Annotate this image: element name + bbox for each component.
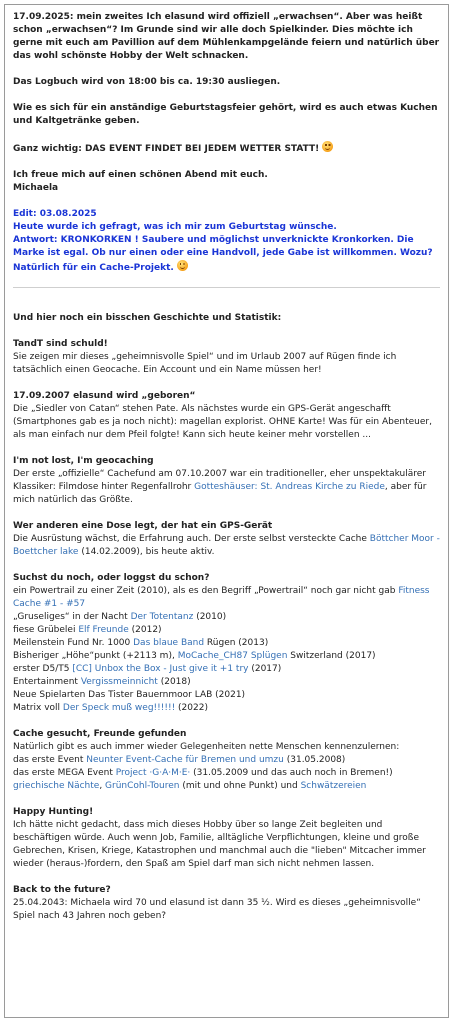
text-segment: , aber für mich natürlich das Größte. xyxy=(13,482,427,505)
section-title: Happy Hunting! xyxy=(13,807,94,817)
text-segment: erster D5/T5 xyxy=(13,664,73,674)
text-segment: Meilenstein Fund Nr. 1000 xyxy=(13,638,134,648)
milestone-line xyxy=(13,663,440,676)
milestone-line: Neue Spielarten Das Tister Bauernmoor LAB (2021) xyxy=(13,690,246,700)
text-segment: das erste MEGA Event xyxy=(13,768,116,778)
text-segment: (31.05.2008) xyxy=(283,755,346,765)
edit-date: Edit: 03.08.2025 xyxy=(13,209,97,219)
text-segment: Die Ausrüstung wächst, die Erfahrung auch. Der erste selbst versteckte Cache xyxy=(13,534,370,544)
smiley-icon xyxy=(322,141,333,152)
history-heading: Und hier noch ein bisschen Geschichte und Statistik: xyxy=(13,313,282,323)
text-segment: (2012) xyxy=(128,625,162,635)
cache-link[interactable]: Project ·G·A·M·E· xyxy=(115,768,191,778)
cache-link[interactable]: Der Totentanz xyxy=(130,612,194,622)
section-title: Wer anderen eine Dose legt, der hat ein GPS-Gerät xyxy=(13,521,273,531)
cache-link[interactable]: Der Speck muß weg!!!!!! xyxy=(62,703,176,713)
text-segment: Der erste „offizielle“ Cachefund am 07.10.2007 war ein traditioneller, eher unspektakulärer Klassiker: Filmdose hinter Regenfallrohr xyxy=(13,469,426,492)
event-line xyxy=(13,780,440,793)
cache-link[interactable]: Vergissmeinnicht xyxy=(80,677,158,687)
milestone-line xyxy=(13,676,440,689)
text-segment: ein Powertrail zu einer Zeit (2010), als es den Begriff „Powertrail“ noch gar nicht gab xyxy=(13,586,399,596)
text-segment: , xyxy=(99,781,106,791)
text-segment: Matrix voll xyxy=(13,703,63,713)
cache-link[interactable]: Gotteshäuser: St. Andreas Kirche zu Riede xyxy=(194,482,385,492)
milestone-line xyxy=(13,650,440,663)
cache-link[interactable]: GrünCohl-Touren xyxy=(105,781,180,791)
section-title: 17.09.2007 elasund wird „geboren“ xyxy=(13,391,196,401)
text-segment: Rügen (2013) xyxy=(204,638,269,648)
content-frame xyxy=(4,4,449,1018)
section-title: Cache gesucht, Freunde gefunden xyxy=(13,729,187,739)
weather-text: Ganz wichtig: DAS EVENT FINDET BEI JEDEM WETTER STATT! xyxy=(13,144,320,154)
listing-description xyxy=(5,5,448,923)
cake-drinks: Wie es sich für ein anständige Geburtstagsfeier gehört, wird es auch etwas Kuchen und Kaltgetränke geben. xyxy=(13,103,438,126)
event-line xyxy=(13,754,440,767)
edit-question: Heute wurde ich gefragt, was ich mir zum Geburtstag wünsche. xyxy=(13,222,337,232)
section-text: Die „Siedler von Catan“ stehen Pate. Als nächstes wurde ein GPS-Gerät angeschafft (Smartphones gab es ja noch nicht): magellan explorist. OHNE Karte! Was für ein Abenteuer, als man einfach nur dem Pfeil folgte! Kann sich heute keiner mehr vorstellen ... xyxy=(13,404,432,440)
text-segment: Entertainment xyxy=(13,677,81,687)
cache-link[interactable]: griechische Nächte xyxy=(13,781,100,791)
edit-answer-text: Antwort: KRONKORKEN ! Saubere und möglichst unverknickte Kronkorken. Die Marke ist egal. Ob nur einen oder eine Handvoll, jede Gabe ist willkommen. Wozu? Natürlich für ein Cache-Projekt. xyxy=(13,235,433,273)
weather-note xyxy=(13,141,440,156)
cache-link[interactable]: [CC] Unbox the Box - Just give it +1 try xyxy=(72,664,249,674)
event-line xyxy=(13,767,440,780)
cache-link[interactable]: Neunter Event-Cache für Bremen und umzu xyxy=(86,755,284,765)
smiley-icon xyxy=(177,260,188,271)
edit-answer xyxy=(13,234,440,275)
cache-link[interactable]: Böttcher Moor - Boettcher lake xyxy=(13,534,440,557)
milestone-line xyxy=(13,702,440,715)
cache-link[interactable]: MoCache_CH87 Splügen xyxy=(177,651,288,661)
text-segment: (2010) xyxy=(193,612,227,622)
cache-link[interactable]: Das blaue Band xyxy=(133,638,205,648)
section-title: Suchst du noch, oder loggst du schon? xyxy=(13,573,210,583)
text-segment: (2017) xyxy=(248,664,282,674)
intro-paragraph: 17.09.2025: mein zweites Ich elasund wird offiziell „erwachsen“. Aber was heißt schon „erwachsen“? Im Grunde sind wir alle doch Spielkinder. Dies möchte ich gerne mit euch am Pavillion auf dem Mühlenkampgelände feiern und natürlich über das wohl schönste Hobby der Welt schnacken. xyxy=(13,12,440,61)
milestone-line xyxy=(13,637,440,650)
section-text: Ich hätte nicht gedacht, dass mich dieses Hobby über so lange Zeit begleiten und beschäftigen würde. Auch wenn Job, Familie, alltägliche Verpflichtungen, kleine und große Gebrechen, Krisen, Kriege, Katastrophen und manchmal auch die "lieben" Mitcacher immer wieder (heraus-)fordern, den Spaß am Spiel darf man sich nicht nehmen lassen. xyxy=(13,820,426,869)
text-segment: (2022) xyxy=(175,703,208,713)
section-text xyxy=(13,468,440,507)
logbook-time: Das Logbuch wird von 18:00 bis ca. 19:30 ausliegen. xyxy=(13,77,281,87)
text-segment: (2018) xyxy=(157,677,191,687)
text-segment: „Gruseliges“ in der Nacht xyxy=(13,612,131,622)
text-segment: Switzerland (2017) xyxy=(287,651,376,661)
cache-link[interactable]: Fitness Cache #1 - #57 xyxy=(13,586,430,609)
text-segment: fiese Grübelei xyxy=(13,625,79,635)
signature: Michaela xyxy=(13,183,59,193)
milestone-line xyxy=(13,624,440,637)
text-segment: (31.05.2009 und das auch noch in Bremen!) xyxy=(190,768,393,778)
milestone-line xyxy=(13,611,440,624)
section-text: 25.04.2043: Michaela wird 70 und elasund ist dann 35 ½. Wird es dieses „geheimnisvolle“ Spiel nach 43 Jahren noch geben? xyxy=(13,898,421,921)
cache-link[interactable]: Elf Freunde xyxy=(78,625,129,635)
section-text: Natürlich gibt es auch immer wieder Gelegenheiten nette Menschen kennenzulernen: xyxy=(13,742,400,752)
looking-forward: Ich freue mich auf einen schönen Abend mit euch. xyxy=(13,170,268,180)
cache-link[interactable]: Schwätzereien xyxy=(300,781,367,791)
text-segment: das erste Event xyxy=(13,755,87,765)
section-title: TandT sind schuld! xyxy=(13,339,108,349)
text-segment: (14.02.2009), bis heute aktiv. xyxy=(78,547,215,557)
section-text xyxy=(13,533,440,559)
section-title: Back to the future? xyxy=(13,885,111,895)
section-text: Sie zeigen mir dieses „geheimnisvolle Spiel“ und im Urlaub 2007 auf Rügen finde ich tatsächlich einen Geocache. Ein Account und ein Name müssen her! xyxy=(13,352,397,375)
text-segment: Bisheriger „Höhe“punkt (+2113 m), xyxy=(13,651,178,661)
text-segment: (mit und ohne Punkt) und xyxy=(179,781,301,791)
milestone-line xyxy=(13,585,440,611)
section-title: I'm not lost, I'm geocaching xyxy=(13,456,154,466)
